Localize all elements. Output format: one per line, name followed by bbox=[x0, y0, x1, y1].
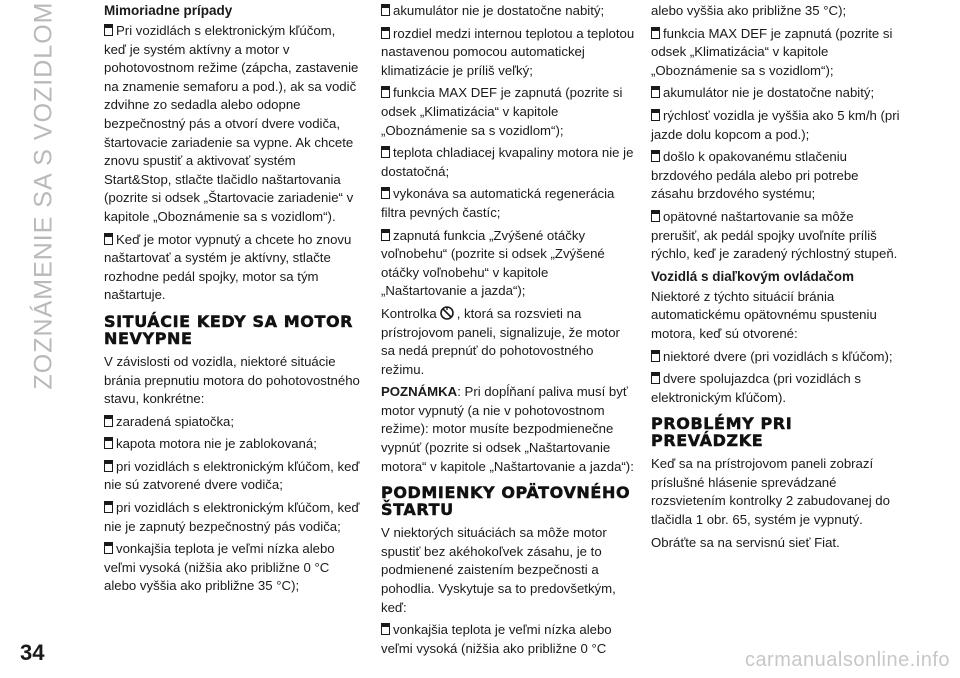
bullet-icon bbox=[104, 24, 113, 36]
list-item: pri vozidlách s elektronickým kľúčom, keď nie je zapnutý bezpečnostný pás vodiča; bbox=[104, 500, 360, 534]
list-item: opätovné naštartovanie sa môže prerušiť, ak pedál spojky uvoľníte príliš rýchlo, keď je zaradený rýchlostný stupeň. bbox=[651, 208, 898, 262]
bullet-icon bbox=[104, 415, 113, 427]
paragraph: Obráťte sa na servisnú sieť Fiat. bbox=[651, 534, 840, 550]
column-2 bbox=[381, 2, 637, 662]
bullet-icon bbox=[651, 86, 660, 98]
heading-restart-conditions: PODMIENKY OPÄTOVNÉHO ŠTARTU bbox=[381, 483, 631, 520]
bullet-icon bbox=[381, 86, 390, 98]
list-item: vonkajšia teplota je veľmi nízka alebo veľmi vysoká (nižšia ako približne 0 °C bbox=[381, 622, 612, 656]
list-item: Keď je motor vypnutý a chcete ho znovu naštartovať a systém je aktívny, stlačte rozhodne pedál spojky, motor sa tým naštartuje. bbox=[104, 231, 352, 303]
list-item: pri vozidlách s elektronickým kľúčom, keď nie sú zatvorené dvere vodiča; bbox=[104, 458, 360, 493]
list-item: zapnutá funkcia „Zvýšené otáčky voľnobehu“ (pozrite si odsek „Zvýšené otáčky voľnobehu“ v kapitole „Naštartovanie a jazda“); bbox=[381, 227, 605, 299]
bullet-icon bbox=[651, 210, 660, 222]
subheading-special-cases: Mimoriadne prípady bbox=[104, 3, 233, 18]
bullet-icon bbox=[104, 233, 113, 245]
list-item: teplota chladiacej kvapaliny motora nie je dostatočná; bbox=[381, 145, 634, 179]
heading-operation-problems: PROBLÉMY PRI PREVÁDZKE bbox=[651, 414, 793, 451]
list-item: vykonáva sa automatická regenerácia filtra pevných častíc; bbox=[381, 186, 615, 220]
bullet-icon bbox=[381, 623, 390, 635]
paragraph: V závislosti od vozidla, niektoré situácie bránia prepnutiu motora do pohotovostného stavu, konkrétne: bbox=[104, 353, 360, 407]
list-item: zaradená spiatočka; bbox=[104, 413, 360, 432]
list-item: akumulátor nie je dostatočne nabitý; bbox=[381, 2, 637, 21]
bullet-icon bbox=[104, 501, 113, 513]
heading-engine-not-stopping: SITUÁCIE KEDY SA MOTOR NEVYPNE bbox=[104, 311, 354, 348]
list-item: rozdiel medzi internou teplotou a teplotou nastavenou pomocou automatickej klimatizácie je príliš veľký; bbox=[381, 25, 635, 78]
list-item: rýchlosť vozidla je vyššia ako 5 km/h (pri jazde dolu kopcom a pod.); bbox=[651, 107, 900, 142]
subheading-remote-control: Vozidlá s diaľkovým ovládačom bbox=[651, 268, 855, 284]
start-stop-off-icon bbox=[439, 306, 455, 320]
paragraph: Keď sa na prístrojovom paneli zobrazí príslušné hlásenie sprevádzané rozsvietením kontrolky 2 zabudovanej do tlačidla 1 obr. 65, systém je vypnutý. bbox=[651, 456, 890, 528]
bullet-icon bbox=[651, 350, 660, 362]
bullet-icon bbox=[651, 27, 660, 39]
paragraph-continuation: alebo vyššia ako približne 35 °C); bbox=[651, 3, 847, 18]
note-paragraph: POZNÁMKA: Pri dopĺňaní paliva musí byť motor vypnutý (a nie v pohotovostnom režime): motor musíte bezpodmienečne vypnúť (pozrite si odsek „Naštartovanie motora“ v kapitole „Naštartovanie a jazda“): bbox=[381, 384, 634, 474]
list-item: funkcia MAX DEF je zapnutá (pozrite si odsek „Klimatizácia“ v kapitole „Oboznámenie sa s vozidlom“); bbox=[381, 85, 623, 138]
bullet-icon bbox=[651, 109, 660, 121]
bullet-icon bbox=[104, 437, 113, 449]
watermark: carmanualsonline.info bbox=[744, 649, 950, 671]
column-1 bbox=[104, 2, 360, 600]
bullet-icon bbox=[381, 27, 390, 39]
side-chapter-title bbox=[14, 1, 74, 389]
column-3 bbox=[651, 2, 901, 556]
chapter-title-text: ZOZNÁMENIE SA S VOZIDLOM bbox=[29, 1, 58, 389]
bullet-icon bbox=[381, 146, 390, 158]
bullet-icon bbox=[104, 542, 113, 554]
paragraph: Niektoré z týchto situácií bránia automatickému opätovnému spusteniu motora, keď sú otvorené: bbox=[651, 288, 877, 341]
list-item: akumulátor nie je dostatočne nabitý; bbox=[651, 84, 901, 103]
list-item: vonkajšia teplota je veľmi nízka alebo veľmi vysoká (nižšia ako približne 0 °C alebo vyššia ako približne 35 °C); bbox=[104, 541, 335, 594]
list-item: niektoré dvere (pri vozidlách s kľúčom); bbox=[651, 348, 901, 367]
bullet-icon bbox=[381, 4, 390, 16]
bullet-icon bbox=[381, 187, 390, 199]
bullet-icon bbox=[104, 460, 113, 472]
paragraph: V niektorých situáciách sa môže motor spustiť bez akéhokoľvek zásahu, je to podmienené zaistením bezpečnosti a pohodlia. Vyskytuje sa to predovšetkým, keď: bbox=[381, 525, 616, 615]
warning-light-paragraph: Kontrolka , ktorá sa rozsvieti na prístrojovom paneli, signalizuje, že motor sa nedá prepnúť do pohotovostného režimu. bbox=[381, 305, 620, 377]
page-number: 34 bbox=[20, 640, 45, 665]
bullet-icon bbox=[651, 150, 660, 162]
list-item: funkcia MAX DEF je zapnutá (pozrite si odsek „Klimatizácia“ v kapitole „Oboznámenie sa s vozidlom“); bbox=[651, 25, 893, 78]
list-item: došlo k opakovanému stlačeniu brzdového pedála alebo pri potrebe zásahu brzdového systému; bbox=[651, 149, 859, 202]
bullet-icon bbox=[381, 229, 390, 241]
bullet-icon bbox=[651, 372, 660, 384]
list-item: dvere spolujazdca (pri vozidlách s elektronickým kľúčom). bbox=[651, 371, 861, 405]
list-item: Pri vozidlách s elektronickým kľúčom, keď je systém aktívny a motor v pohotovostnom režime (zápcha, zastavenie na znamenie semaforu a pod.), ak sa vodič zdvihne zo sedadla alebo odopne bezpečnostný pás a otvorí dvere vodiča, štartovacie zariadenie sa vypne. Ak chcete znovu spustiť a aktivovať systém Start&Stop, stlačte tlačidlo naštartovania (pozrite si odsek „Štartovacie zariadenie“ v kapitole „Oboznámenie sa s vozidlom“). bbox=[104, 23, 359, 224]
list-item: kapota motora nie je zablokovaná; bbox=[104, 435, 360, 454]
